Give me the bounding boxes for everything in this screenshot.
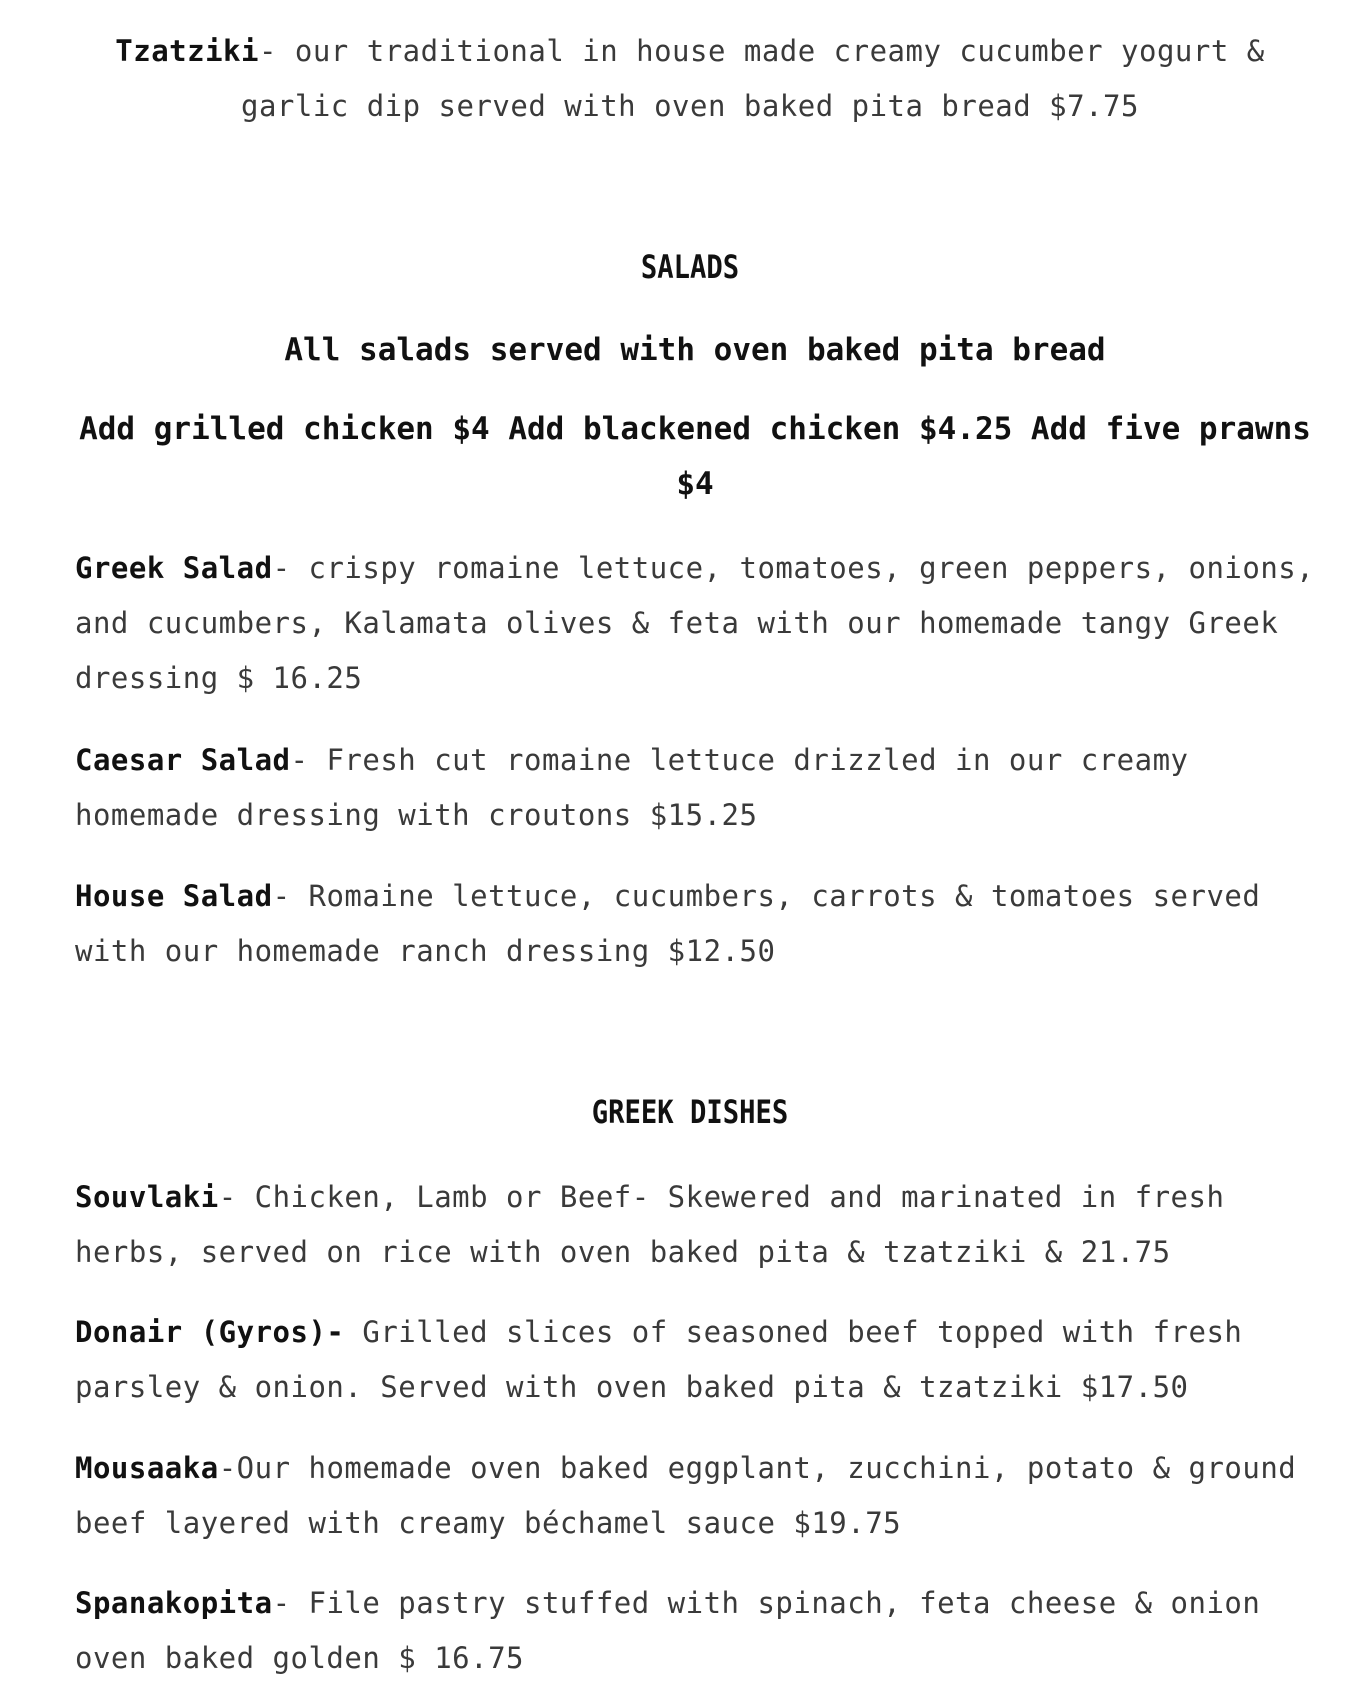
- menu-item-mousaaka: [75, 1441, 1315, 1551]
- item-name: Caesar Salad: [75, 743, 291, 777]
- item-name: Tzatziki: [115, 34, 259, 68]
- item-separator: -: [272, 1586, 309, 1620]
- section-heading-greek-dishes: GREEK DISHES: [591, 1093, 789, 1131]
- item-description: Chicken, Lamb or Beef- Skewered and marinated in fresh herbs, served on rice with oven baked pita & tzatziki & 21.75: [75, 1180, 1225, 1269]
- menu-item-house-salad: [75, 869, 1315, 979]
- item-separator: -: [258, 34, 295, 68]
- menu-item-donair: [75, 1305, 1315, 1415]
- menu-item-tzatziki: [70, 24, 1310, 134]
- salads-addons-note: Add grilled chicken $4 Add blackened chicken $4.25 Add five prawns $4: [79, 411, 1311, 502]
- item-separator: -: [218, 1451, 237, 1485]
- item-description: our traditional in house made creamy cucumber yogurt & garlic dip served with oven baked pita bread $7.75: [241, 34, 1265, 123]
- salads-pita-note: All salads served with oven baked pita bread: [284, 332, 1106, 368]
- section-heading-salads: SALADS: [640, 248, 740, 286]
- menu-item-greek-salad: [75, 541, 1315, 706]
- item-separator: -: [218, 1180, 255, 1214]
- item-description: Fresh cut romaine lettuce drizzled in our creamy homemade dressing with croutons $15.25: [75, 743, 1189, 832]
- item-name: Mousaaka: [75, 1451, 219, 1485]
- item-name: Spanakopita: [75, 1586, 273, 1620]
- item-name: Donair (Gyros)-: [75, 1315, 363, 1349]
- menu-item-souvlaki: [75, 1170, 1315, 1280]
- menu-item-spanakopita: [75, 1576, 1315, 1686]
- item-name: Souvlaki: [75, 1180, 219, 1214]
- item-separator: -: [272, 879, 309, 913]
- item-name: Greek Salad: [75, 551, 273, 585]
- item-description: File pastry stuffed with spinach, feta cheese & onion oven baked golden $ 16.75: [75, 1586, 1261, 1675]
- item-description: Grilled slices of seasoned beef topped with fresh parsley & onion. Served with oven baked pita & tzatziki $17.50: [75, 1315, 1243, 1404]
- item-description: Our homemade oven baked eggplant, zucchini, potato & ground beef layered with creamy béchamel sauce $19.75: [75, 1451, 1297, 1540]
- item-description: crispy romaine lettuce, tomatoes, green peppers, onions, and cucumbers, Kalamata olives & feta with our homemade tangy Greek dressing $ 16.25: [75, 551, 1315, 695]
- menu-item-caesar-salad: [75, 733, 1315, 843]
- item-separator: -: [290, 743, 327, 777]
- item-separator: -: [272, 551, 309, 585]
- item-description: Romaine lettuce, cucumbers, carrots & tomatoes served with our homemade ranch dressing $12.50: [75, 879, 1261, 968]
- item-name: House Salad: [75, 879, 273, 913]
